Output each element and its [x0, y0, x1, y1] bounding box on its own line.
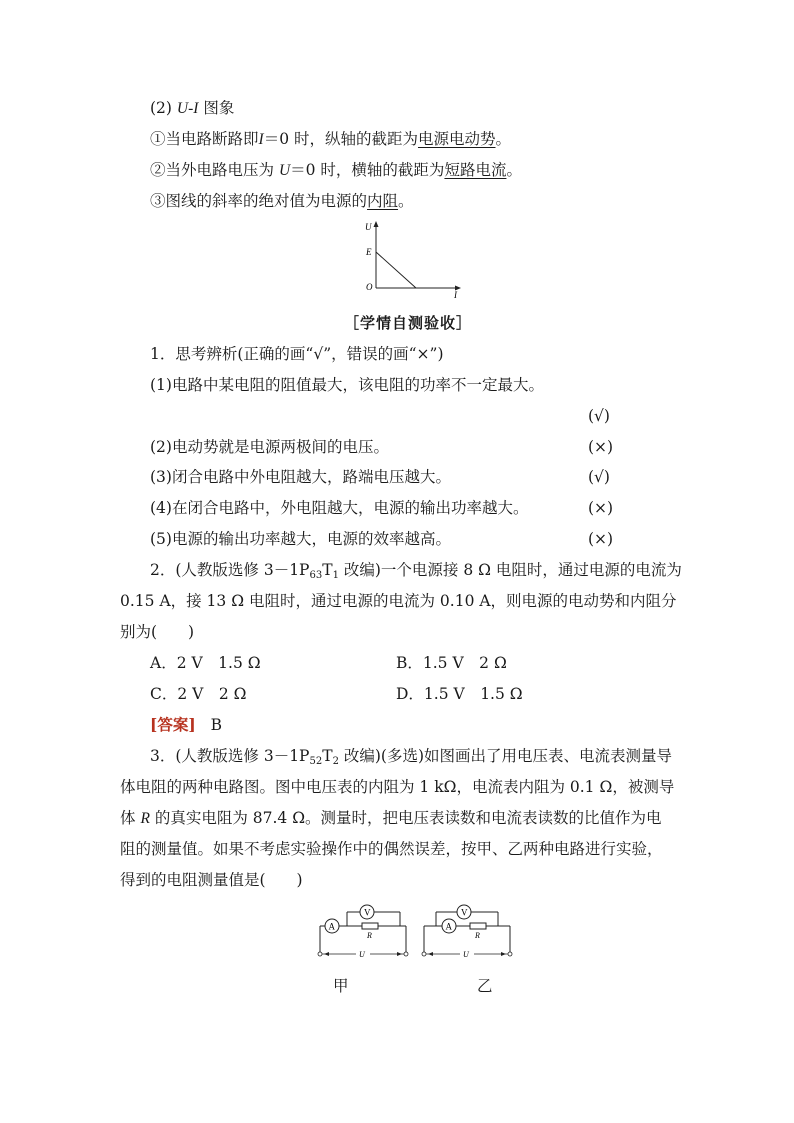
q3-stem-a: 改编)(多选)如图画出了用电压表、电流表测量导 [338, 747, 673, 765]
q2-line-1 [150, 560, 682, 586]
q3-source-b: T [322, 747, 333, 765]
q2-answer [150, 715, 222, 735]
point-2-text-b: ＝0 时，横轴的截距为 [290, 161, 445, 179]
ammeter-label: A [445, 921, 452, 932]
point-1-underlined: 电源电动势 [417, 130, 496, 148]
q2-stem-a: 改编)一个电源接 8 Ω 电阻时，通过电源的电流为 [338, 561, 682, 579]
point-3-text-a: ③图线的斜率的绝对值为电源的 [150, 192, 368, 210]
point-2-text-c: 。 [506, 161, 522, 179]
q2-option-d: D．1.5 V 1.5 Ω [396, 685, 523, 703]
voltmeter-label: V [364, 907, 371, 918]
q3-line-3 [120, 808, 662, 829]
section-heading [150, 98, 234, 119]
q2-line-3: 别为( ) [120, 623, 195, 641]
terminal [422, 952, 426, 956]
resistor-label: R [475, 931, 480, 940]
heading-text: 图象 [203, 99, 235, 117]
q2-source-b: T [322, 561, 333, 579]
terminal [508, 952, 512, 956]
point-3-text-c: 。 [398, 192, 414, 210]
section-banner: ［学情自测验收］ [344, 314, 473, 332]
point-1-text-a: ①当电路断路即 [150, 130, 259, 148]
graph-origin-label: O [366, 282, 373, 292]
terminal [404, 952, 408, 956]
q1-item-3: (3)闭合电路中外电阻越大，路端电压越大。 [150, 468, 451, 486]
q3-line-5: 得到的电阻测量值是( ) [120, 871, 303, 889]
point-1-var: I [258, 131, 264, 148]
q1-item-4: (4)在闭合电路中，外电阻越大，电源的输出功率越大。 [150, 499, 529, 517]
q2-option-c: C．2 V 2 Ω [150, 685, 247, 703]
source-label: U [359, 950, 365, 959]
q3-line-3-b: 的真实电阻为 87.4 Ω。测量时，把电压表读数和电流表读数的比值作为电 [149, 809, 662, 827]
resistor-symbol [470, 923, 486, 929]
circuit-diagram-left [314, 900, 414, 962]
q2-option-a: A．2 V 1.5 Ω [150, 654, 261, 672]
answer-label: [答案] [150, 715, 196, 734]
arrow-right [397, 952, 402, 956]
q3-source-sub2: 2 [332, 756, 339, 767]
q3-source-sub1: 52 [309, 756, 323, 767]
point-1 [150, 129, 511, 150]
q2-source-sub1: 63 [309, 570, 323, 581]
q1-item-5: (5)电源的输出功率越大，电源的效率越高。 [150, 530, 451, 548]
q3-line-3-a: 体 [120, 809, 141, 827]
ammeter-label: A [328, 921, 335, 932]
resistor-symbol [362, 923, 378, 929]
q1-item-2: (2)电动势就是电源两极间的电压。 [150, 438, 389, 456]
answer-value: B [210, 716, 222, 734]
q1-mark-2: (×) [588, 438, 614, 456]
point-2-text-a: ②当外电路电压为 [150, 161, 279, 179]
point-2-underlined: 短路电流 [444, 161, 507, 179]
graph-y-label: U [365, 222, 372, 232]
arrow-right [501, 952, 506, 956]
caption-left: 甲 [333, 977, 349, 995]
resistor-label: R [367, 931, 372, 940]
q2-source-a: 2．(人教版选修 3－1P [150, 561, 310, 579]
point-1-text-c: 。 [495, 130, 512, 148]
caption-right: 乙 [477, 977, 493, 995]
circuit-diagram-right [418, 900, 518, 962]
point-3 [150, 191, 414, 211]
heading-number: (2) [150, 99, 172, 117]
heading-variable: U-I [176, 100, 199, 117]
arrow-left [428, 952, 433, 956]
q1-mark-1: (√) [588, 407, 610, 425]
q1-mark-5: (×) [588, 530, 614, 548]
graph-intercept-label: E [366, 247, 372, 257]
q3-source-a: 3．(人教版选修 3－1P [150, 747, 310, 765]
q1-mark-3: (√) [588, 468, 610, 486]
terminal [318, 952, 322, 956]
graph-ui-line [376, 252, 416, 288]
q1-stem: 1．思考辨析(正确的画“√”，错误的画“×”) [150, 345, 444, 363]
q3-line-2: 体电阻的两种电路图。图中电压表的内阻为 1 kΩ，电流表内阻为 0.1 Ω，被测导 [120, 778, 675, 796]
point-2-var: U [278, 162, 291, 179]
graph-x-label: I [454, 290, 457, 300]
q1-item-1: (1)电路中某电阻的阻值最大，该电阻的功率不一定最大。 [150, 376, 544, 394]
q2-source-sub2: 1 [332, 570, 339, 581]
q3-line-3-var: R [140, 810, 150, 827]
q1-mark-4: (×) [588, 499, 614, 517]
arrow-left [324, 952, 329, 956]
q2-option-b: B．1.5 V 2 Ω [396, 654, 507, 672]
point-1-text-b: ＝0 时，纵轴的截距为 [263, 130, 418, 148]
q3-line-1 [150, 746, 672, 772]
point-3-underlined: 内阻 [367, 192, 399, 210]
ui-graph [360, 218, 470, 300]
q2-line-2: 0.15 A，接 13 Ω 电阻时，通过电源的电流为 0.10 A，则电源的电动势和内阻分 [120, 592, 677, 610]
q3-line-4: 阻的测量值。如果不考虑实验操作中的偶然误差，按甲、乙两种电路进行实验， [120, 840, 663, 858]
graph-y-arrow [374, 221, 379, 227]
point-2 [150, 160, 522, 181]
source-label: U [463, 950, 469, 959]
voltmeter-label: V [461, 907, 468, 918]
